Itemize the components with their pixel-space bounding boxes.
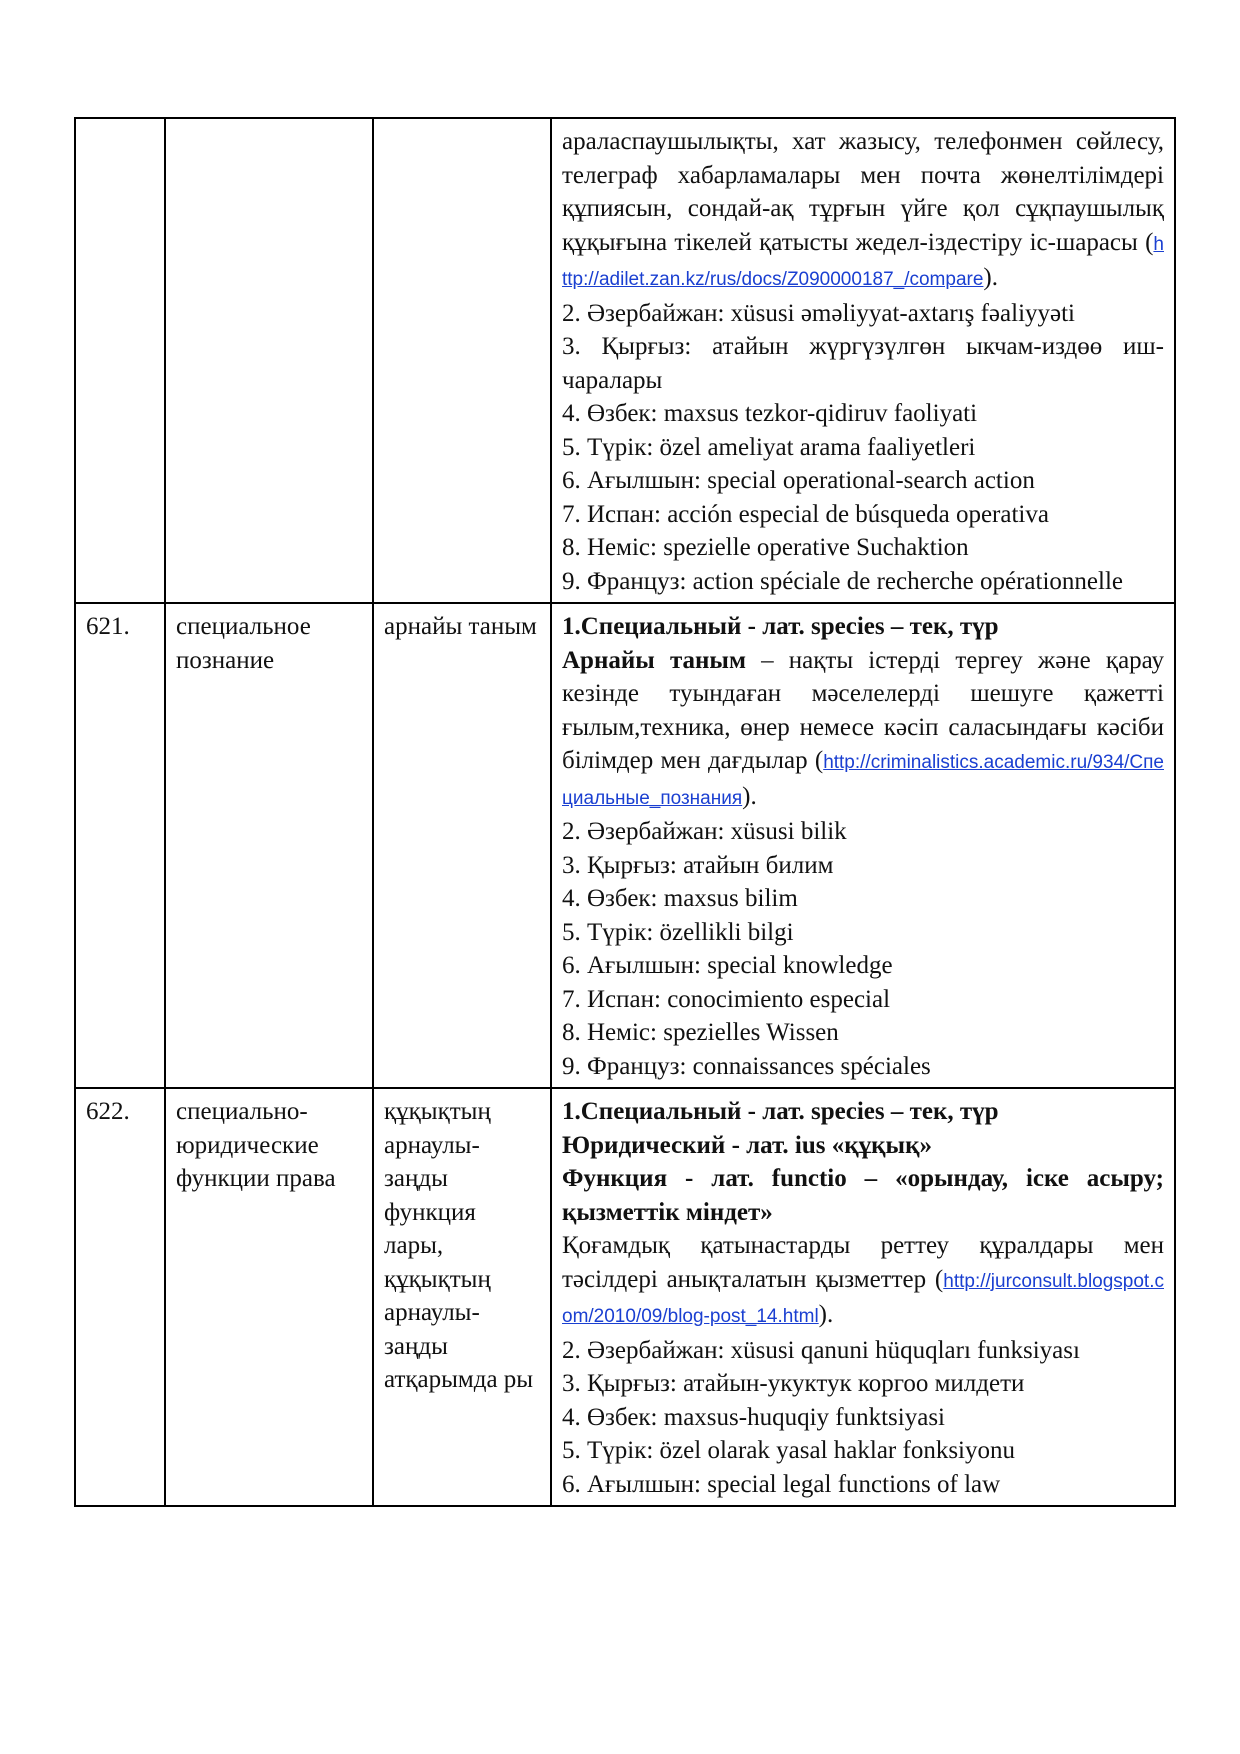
term-kazakh: арнайы таным xyxy=(373,603,551,1088)
definition-text: араласпаушылықты, хат жазысу, телефонмен сөйлесу, телеграф хабарламалары мен почта жөнелтілімдері құпиясын, сондай-ақ тұрғын үйге қол сұқпаушылық құқығына тікелей қатысты жедел-іздестіру іс-шарасы (http://adilet.zan.kz/rus/docs/Z090000187_/compare). xyxy=(562,128,1164,291)
translation-line: 4. Өзбек: maxsus tezkor-qidiruv faoliyati xyxy=(562,400,978,427)
definition-cell xyxy=(551,603,1175,1088)
translation-line: 9. Француз: connaissances spéciales xyxy=(562,1052,931,1080)
etymology-line: Функция - лат. functio – «орындау, іске асыру; қызметтік міндет» xyxy=(562,1165,1164,1226)
definition-cell xyxy=(551,1088,1175,1506)
translation-line: 8. Неміс: spezielle operative Suchaktion xyxy=(562,534,969,561)
translation-line: 3. Қырғыз: атайын жүргүзүлгөн ыкчам-издөө иш-чаралары xyxy=(562,333,1164,394)
source-link[interactable]: http://adilet.zan.kz/rus/docs/Z090000187_/compare xyxy=(562,233,1164,290)
translation-line: 6. Ағылшын: special operational-search action xyxy=(562,467,1035,494)
term-kazakh xyxy=(373,118,551,603)
headword: Арнайы таным xyxy=(562,646,746,674)
translation-line: 2. Әзербайжан: xüsusi əməliyyat-axtarış fəaliyyəti xyxy=(562,299,1076,327)
table-row xyxy=(75,118,1175,603)
translation-line: 5. Түрік: özel ameliyat arama faaliyetleri xyxy=(562,433,976,461)
translation-line: 6. Ағылшын: special legal functions of law xyxy=(562,1470,1001,1498)
etymology-line: 1.Специальный - лат. species – тек, түр xyxy=(562,613,999,640)
translation-line: 2. Әзербайжан: xüsusi bilik xyxy=(562,818,847,845)
translation-line: 7. Испан: acción especial de búsqueda operativa xyxy=(562,500,1049,528)
etymology-line: Юридический - лат. ius «құқық» xyxy=(562,1131,932,1159)
definition-cell xyxy=(551,118,1175,603)
table-row xyxy=(75,1088,1175,1506)
translation-line: 4. Өзбек: maxsus bilim xyxy=(562,885,798,912)
glossary-table xyxy=(74,117,1176,1507)
source-link[interactable]: http://criminalistics.academic.ru/934/Специальные_познания xyxy=(562,752,1164,809)
translation-line: 3. Қырғыз: атайын-укуктук коргоо милдети xyxy=(562,1370,1025,1397)
definition-text: Қоғамдық қатынастарды реттеу құралдары мен тәсілдері анықталатын қызметтер (http://jurconsult.blogspot.com/2010/09/blog-post_14.html). xyxy=(562,1232,1164,1328)
table-row xyxy=(75,603,1175,1088)
entry-number: 621. xyxy=(75,603,165,1088)
etymology-line: 1.Специальный - лат. species – тек, түр xyxy=(562,1098,999,1125)
term-russian: специально-юридические функции права xyxy=(165,1088,373,1506)
term-kazakh: құқықтың арнаулы-заңды функция лары, құқықтың арнаулы-заңды атқарымда ры xyxy=(373,1088,551,1506)
translation-line: 3. Қырғыз: атайын билим xyxy=(562,851,834,879)
entry-number: 622. xyxy=(75,1088,165,1506)
translation-line: 2. Әзербайжан: xüsusi qanuni hüquqları funksiyası xyxy=(562,1336,1080,1364)
translation-line: 5. Түрік: özel olarak yasal haklar fonksiyonu xyxy=(562,1437,1015,1464)
translation-line: 8. Неміс: spezielles Wissen xyxy=(562,1019,839,1046)
term-russian xyxy=(165,118,373,603)
translation-line: 7. Испан: conocimiento especial xyxy=(562,985,891,1013)
source-link[interactable]: http://jurconsult.blogspot.com/2010/09/blog-post_14.html xyxy=(562,1270,1164,1327)
translation-line: 9. Француз: action spéciale de recherche opérationnelle xyxy=(562,567,1123,595)
translation-line: 6. Ағылшын: special knowledge xyxy=(562,952,893,979)
translation-line: 5. Түрік: özellikli bilgi xyxy=(562,918,794,946)
entry-number xyxy=(75,118,165,603)
translation-line: 4. Өзбек: maxsus-huquqiy funktsiyasi xyxy=(562,1403,945,1431)
definition-text: Арнайы таным – нақты істерді тергеу және қарау кезінде туындаған мәселелерді шешуге қажетті ғылым,техника, өнер немесе кәсіп саласындағы кәсіби білімдер мен дағдылар (http://criminalistics.academic.ru/934/Специальные_познания). xyxy=(562,646,1164,810)
term-russian: специальное познание xyxy=(165,603,373,1088)
